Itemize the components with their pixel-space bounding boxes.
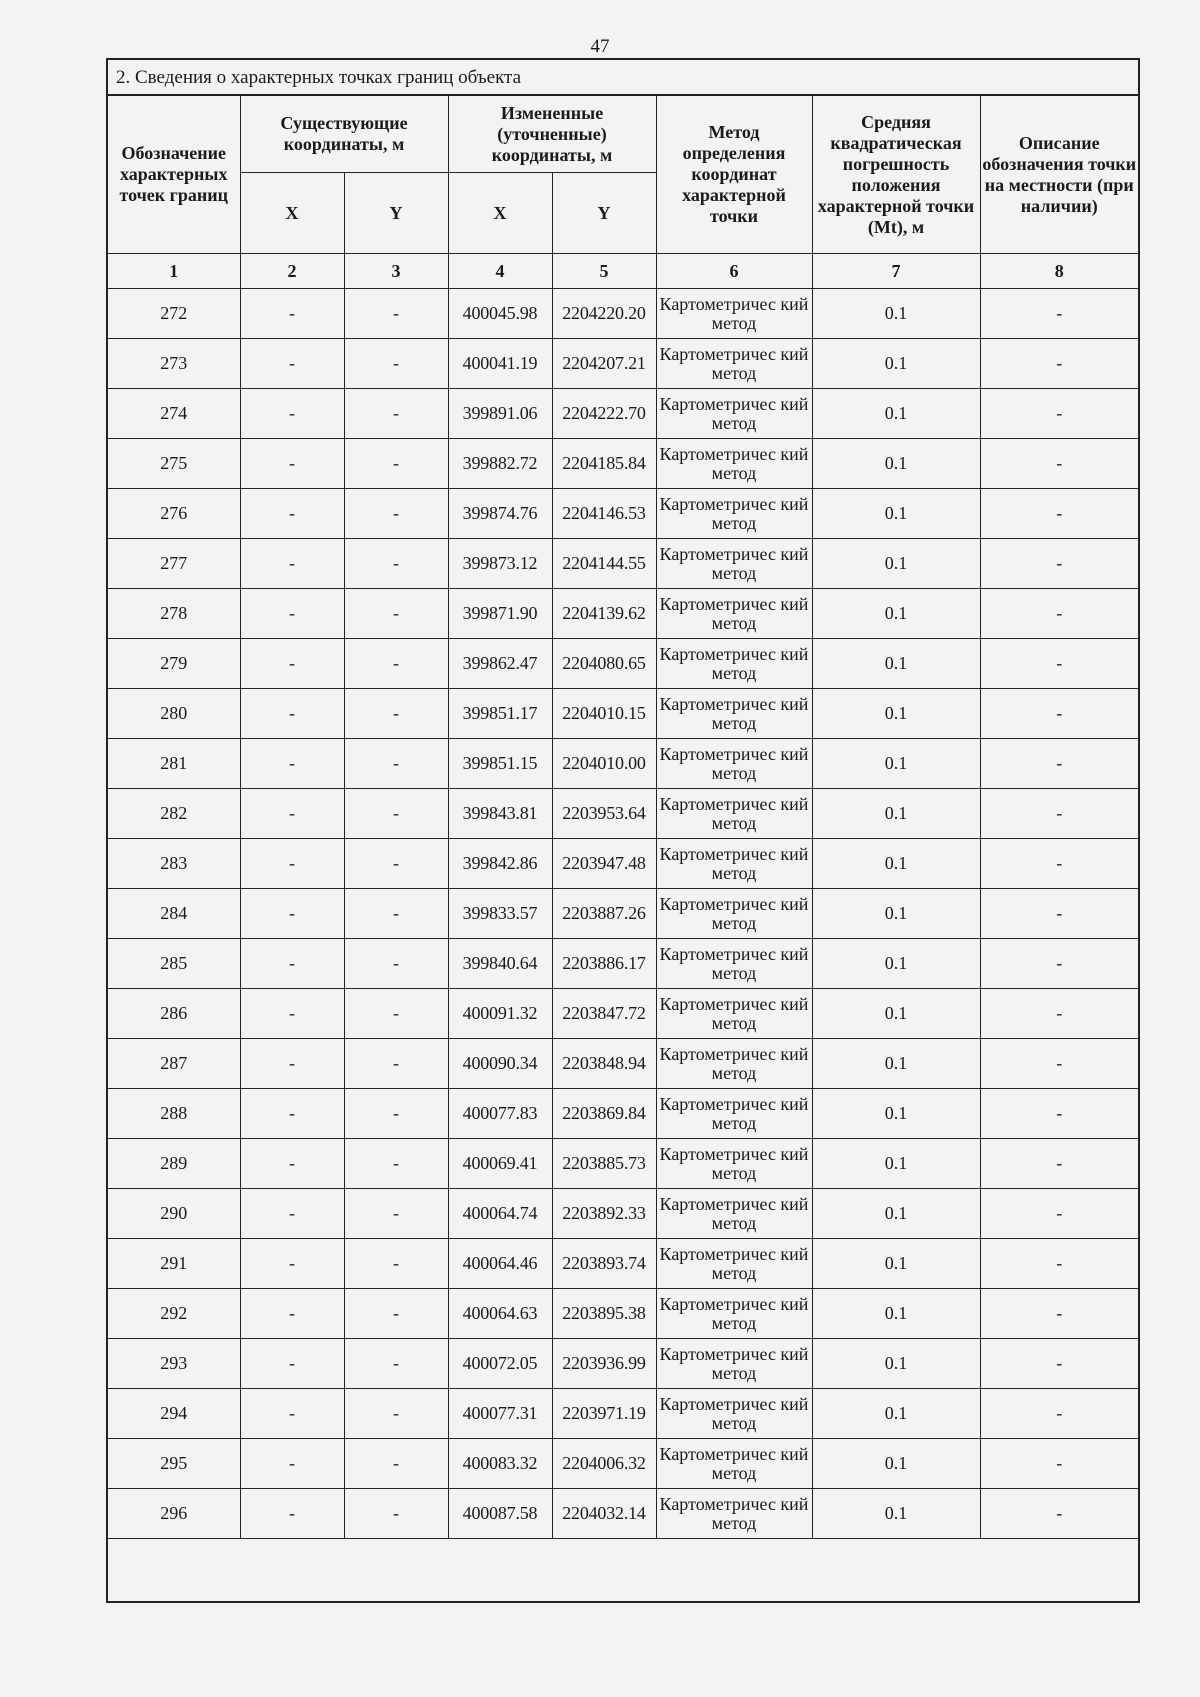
point-number: 293 (108, 1339, 240, 1389)
point-number: 282 (108, 789, 240, 839)
changed-y: 2204139.62 (552, 589, 656, 639)
method-cell: Картометричес кий метод (656, 1089, 812, 1139)
existing-y: - (344, 689, 448, 739)
error-value: 0.1 (812, 289, 980, 339)
existing-x: - (240, 1339, 344, 1389)
header-designation: Обозначение характерных точек границ (108, 96, 240, 254)
changed-y: 2203869.84 (552, 1089, 656, 1139)
point-number: 285 (108, 939, 240, 989)
table-row (108, 789, 1138, 839)
existing-y: - (344, 1339, 448, 1389)
existing-y: - (344, 289, 448, 339)
existing-x: - (240, 439, 344, 489)
point-number: 290 (108, 1189, 240, 1239)
changed-x: 400064.74 (448, 1189, 552, 1239)
method-cell: Картометричес кий метод (656, 289, 812, 339)
header-changed-y: Y (552, 173, 656, 254)
existing-y: - (344, 539, 448, 589)
empty-cell (108, 1539, 1138, 1576)
changed-y: 2203887.26 (552, 889, 656, 939)
point-description: - (980, 489, 1138, 539)
existing-y: - (344, 1039, 448, 1089)
column-number: 7 (812, 254, 980, 289)
existing-x: - (240, 1289, 344, 1339)
existing-x: - (240, 1439, 344, 1489)
existing-x: - (240, 689, 344, 739)
point-number: 277 (108, 539, 240, 589)
existing-y: - (344, 1089, 448, 1139)
existing-y: - (344, 339, 448, 389)
existing-x: - (240, 1139, 344, 1189)
method-cell: Картометричес кий метод (656, 439, 812, 489)
point-description: - (980, 739, 1138, 789)
table-row (108, 639, 1138, 689)
existing-y: - (344, 1439, 448, 1489)
point-description: - (980, 989, 1138, 1039)
error-value: 0.1 (812, 789, 980, 839)
existing-x: - (240, 939, 344, 989)
error-value: 0.1 (812, 1189, 980, 1239)
table-row (108, 539, 1138, 589)
existing-y: - (344, 1239, 448, 1289)
changed-x: 399862.47 (448, 639, 552, 689)
changed-y: 2203895.38 (552, 1289, 656, 1339)
changed-x: 400077.83 (448, 1089, 552, 1139)
point-description: - (980, 1489, 1138, 1539)
table-row (108, 439, 1138, 489)
changed-x: 399871.90 (448, 589, 552, 639)
table-row (108, 939, 1138, 989)
point-number: 294 (108, 1389, 240, 1439)
existing-x: - (240, 589, 344, 639)
existing-y: - (344, 1489, 448, 1539)
changed-y: 2203848.94 (552, 1039, 656, 1089)
error-value: 0.1 (812, 1089, 980, 1139)
existing-y: - (344, 889, 448, 939)
existing-y: - (344, 1389, 448, 1439)
method-cell: Картометричес кий метод (656, 839, 812, 889)
point-number: 279 (108, 639, 240, 689)
changed-x: 399840.64 (448, 939, 552, 989)
changed-x: 400069.41 (448, 1139, 552, 1189)
method-cell: Картометричес кий метод (656, 1289, 812, 1339)
point-description: - (980, 889, 1138, 939)
changed-y: 2204144.55 (552, 539, 656, 589)
changed-x: 400091.32 (448, 989, 552, 1039)
changed-y: 2204010.15 (552, 689, 656, 739)
error-value: 0.1 (812, 589, 980, 639)
table-row (108, 1139, 1138, 1189)
point-description: - (980, 1039, 1138, 1089)
point-description: - (980, 1389, 1138, 1439)
method-cell: Картометричес кий метод (656, 539, 812, 589)
table-row (108, 1339, 1138, 1389)
header-existing-x: X (240, 173, 344, 254)
point-number: 289 (108, 1139, 240, 1189)
point-description: - (980, 1089, 1138, 1139)
section-title: 2. Сведения о характерных точках границ объекта (108, 60, 1138, 96)
error-value: 0.1 (812, 1139, 980, 1189)
point-number: 272 (108, 289, 240, 339)
point-number: 287 (108, 1039, 240, 1089)
changed-y: 2204185.84 (552, 439, 656, 489)
header-method: Метод определения координат характерной точки (656, 96, 812, 254)
table-row (108, 489, 1138, 539)
error-value: 0.1 (812, 539, 980, 589)
method-cell: Картометричес кий метод (656, 1039, 812, 1089)
table-row (108, 1239, 1138, 1289)
changed-x: 399882.72 (448, 439, 552, 489)
column-number: 8 (980, 254, 1138, 289)
changed-y: 2203847.72 (552, 989, 656, 1039)
changed-x: 400064.46 (448, 1239, 552, 1289)
point-description: - (980, 539, 1138, 589)
changed-x: 399843.81 (448, 789, 552, 839)
empty-row (108, 1539, 1138, 1576)
error-value: 0.1 (812, 489, 980, 539)
method-cell: Картометричес кий метод (656, 1239, 812, 1289)
column-number: 2 (240, 254, 344, 289)
existing-x: - (240, 639, 344, 689)
changed-y: 2204146.53 (552, 489, 656, 539)
changed-x: 400087.58 (448, 1489, 552, 1539)
point-description: - (980, 689, 1138, 739)
method-cell: Картометричес кий метод (656, 1489, 812, 1539)
error-value: 0.1 (812, 389, 980, 439)
column-number: 4 (448, 254, 552, 289)
existing-y: - (344, 939, 448, 989)
existing-x: - (240, 1039, 344, 1089)
method-cell: Картометричес кий метод (656, 489, 812, 539)
table-row (108, 589, 1138, 639)
table-row (108, 389, 1138, 439)
changed-y: 2203971.19 (552, 1389, 656, 1439)
point-description: - (980, 439, 1138, 489)
existing-x: - (240, 789, 344, 839)
existing-x: - (240, 1389, 344, 1439)
header-changed-coords: Измененные (уточненные) координаты, м (448, 96, 656, 173)
method-cell: Картометричес кий метод (656, 789, 812, 839)
table-row (108, 1289, 1138, 1339)
error-value: 0.1 (812, 889, 980, 939)
point-number: 284 (108, 889, 240, 939)
existing-y: - (344, 639, 448, 689)
existing-x: - (240, 489, 344, 539)
point-description: - (980, 1339, 1138, 1389)
existing-x: - (240, 739, 344, 789)
changed-y: 2204032.14 (552, 1489, 656, 1539)
error-value: 0.1 (812, 1239, 980, 1289)
error-value: 0.1 (812, 1339, 980, 1389)
column-number: 6 (656, 254, 812, 289)
changed-y: 2203953.64 (552, 789, 656, 839)
changed-y: 2204080.65 (552, 639, 656, 689)
changed-y: 2203886.17 (552, 939, 656, 989)
existing-x: - (240, 989, 344, 1039)
table-row (108, 1189, 1138, 1239)
error-value: 0.1 (812, 989, 980, 1039)
method-cell: Картометричес кий метод (656, 1189, 812, 1239)
changed-y: 2204006.32 (552, 1439, 656, 1489)
changed-y: 2203892.33 (552, 1189, 656, 1239)
table-header (108, 96, 1138, 254)
changed-x: 400090.34 (448, 1039, 552, 1089)
table-row (108, 339, 1138, 389)
column-numbers-row (108, 254, 1138, 289)
existing-x: - (240, 1239, 344, 1289)
table-body (108, 254, 1138, 1576)
changed-x: 399873.12 (448, 539, 552, 589)
point-description: - (980, 1289, 1138, 1339)
changed-x: 400077.31 (448, 1389, 552, 1439)
changed-y: 2204010.00 (552, 739, 656, 789)
existing-y: - (344, 739, 448, 789)
column-number: 3 (344, 254, 448, 289)
error-value: 0.1 (812, 739, 980, 789)
header-row-1 (108, 96, 1138, 173)
changed-y: 2203936.99 (552, 1339, 656, 1389)
existing-y: - (344, 489, 448, 539)
existing-y: - (344, 989, 448, 1039)
changed-y: 2203893.74 (552, 1239, 656, 1289)
error-value: 0.1 (812, 1389, 980, 1439)
point-description: - (980, 639, 1138, 689)
table-row (108, 1039, 1138, 1089)
method-cell: Картометричес кий метод (656, 589, 812, 639)
point-number: 276 (108, 489, 240, 539)
header-error: Средняя квадратическая погрешность положения характерной точки (Mt), м (812, 96, 980, 254)
changed-y: 2204207.21 (552, 339, 656, 389)
point-description: - (980, 389, 1138, 439)
table-row (108, 739, 1138, 789)
method-cell: Картометричес кий метод (656, 1139, 812, 1189)
point-description: - (980, 289, 1138, 339)
point-number: 291 (108, 1239, 240, 1289)
changed-x: 400083.32 (448, 1439, 552, 1489)
changed-y: 2204222.70 (552, 389, 656, 439)
existing-y: - (344, 1139, 448, 1189)
error-value: 0.1 (812, 339, 980, 389)
table-row (108, 839, 1138, 889)
header-changed-x: X (448, 173, 552, 254)
point-description: - (980, 939, 1138, 989)
point-number: 286 (108, 989, 240, 1039)
header-description: Описание обозначения точки на местности (при наличии) (980, 96, 1138, 254)
method-cell: Картометричес кий метод (656, 1339, 812, 1389)
point-description: - (980, 1239, 1138, 1289)
error-value: 0.1 (812, 1289, 980, 1339)
table-row (108, 689, 1138, 739)
table-row (108, 1489, 1138, 1539)
error-value: 0.1 (812, 839, 980, 889)
changed-y: 2203947.48 (552, 839, 656, 889)
method-cell: Картометричес кий метод (656, 739, 812, 789)
point-number: 275 (108, 439, 240, 489)
boundary-points-sheet (106, 58, 1140, 1603)
point-number: 288 (108, 1089, 240, 1139)
boundary-points-table (108, 96, 1138, 1575)
changed-x: 399874.76 (448, 489, 552, 539)
existing-y: - (344, 389, 448, 439)
method-cell: Картометричес кий метод (656, 989, 812, 1039)
point-number: 295 (108, 1439, 240, 1489)
point-description: - (980, 1439, 1138, 1489)
point-number: 283 (108, 839, 240, 889)
existing-x: - (240, 1189, 344, 1239)
header-existing-coords: Существующие координаты, м (240, 96, 448, 173)
table-row (108, 1089, 1138, 1139)
changed-y: 2204220.20 (552, 289, 656, 339)
page-number: 47 (590, 36, 610, 57)
error-value: 0.1 (812, 1039, 980, 1089)
point-description: - (980, 789, 1138, 839)
point-number: 273 (108, 339, 240, 389)
point-description: - (980, 1139, 1138, 1189)
changed-x: 399891.06 (448, 389, 552, 439)
point-number: 280 (108, 689, 240, 739)
method-cell: Картометричес кий метод (656, 389, 812, 439)
existing-x: - (240, 339, 344, 389)
existing-x: - (240, 1489, 344, 1539)
error-value: 0.1 (812, 689, 980, 739)
changed-x: 400064.63 (448, 1289, 552, 1339)
error-value: 0.1 (812, 1489, 980, 1539)
point-number: 296 (108, 1489, 240, 1539)
method-cell: Картометричес кий метод (656, 939, 812, 989)
table-row (108, 1389, 1138, 1439)
point-description: - (980, 1189, 1138, 1239)
existing-x: - (240, 289, 344, 339)
point-description: - (980, 339, 1138, 389)
error-value: 0.1 (812, 1439, 980, 1489)
changed-x: 399833.57 (448, 889, 552, 939)
error-value: 0.1 (812, 439, 980, 489)
method-cell: Картометричес кий метод (656, 1389, 812, 1439)
error-value: 0.1 (812, 939, 980, 989)
table-row (108, 289, 1138, 339)
header-existing-y: Y (344, 173, 448, 254)
table-row (108, 989, 1138, 1039)
table-row (108, 1439, 1138, 1489)
existing-y: - (344, 439, 448, 489)
changed-x: 399851.17 (448, 689, 552, 739)
point-number: 274 (108, 389, 240, 439)
existing-x: - (240, 389, 344, 439)
method-cell: Картометричес кий метод (656, 889, 812, 939)
existing-y: - (344, 1289, 448, 1339)
existing-x: - (240, 839, 344, 889)
column-number: 1 (108, 254, 240, 289)
changed-x: 399851.15 (448, 739, 552, 789)
existing-x: - (240, 1089, 344, 1139)
column-number: 5 (552, 254, 656, 289)
existing-y: - (344, 789, 448, 839)
existing-y: - (344, 589, 448, 639)
table-row (108, 889, 1138, 939)
changed-x: 399842.86 (448, 839, 552, 889)
existing-y: - (344, 839, 448, 889)
existing-x: - (240, 889, 344, 939)
point-number: 281 (108, 739, 240, 789)
point-number: 278 (108, 589, 240, 639)
existing-y: - (344, 1189, 448, 1239)
point-description: - (980, 589, 1138, 639)
changed-y: 2203885.73 (552, 1139, 656, 1189)
method-cell: Картометричес кий метод (656, 639, 812, 689)
method-cell: Картометричес кий метод (656, 339, 812, 389)
changed-x: 400045.98 (448, 289, 552, 339)
point-number: 292 (108, 1289, 240, 1339)
point-description: - (980, 839, 1138, 889)
method-cell: Картометричес кий метод (656, 689, 812, 739)
method-cell: Картометричес кий метод (656, 1439, 812, 1489)
changed-x: 400072.05 (448, 1339, 552, 1389)
error-value: 0.1 (812, 639, 980, 689)
changed-x: 400041.19 (448, 339, 552, 389)
existing-x: - (240, 539, 344, 589)
